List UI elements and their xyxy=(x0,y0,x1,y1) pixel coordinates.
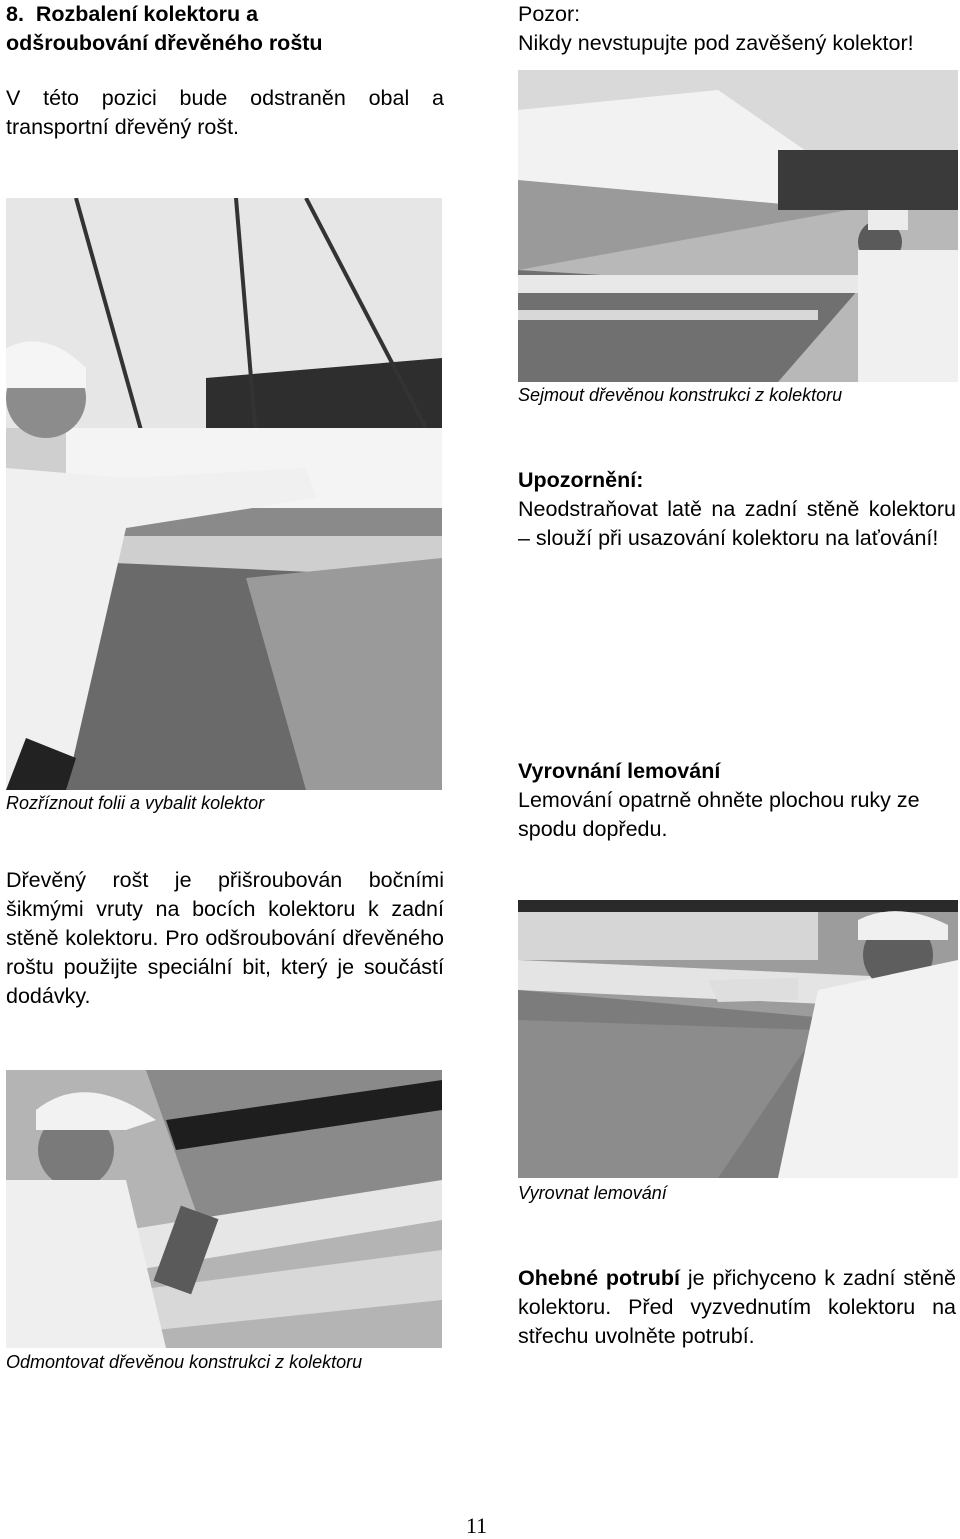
hose-paragraph xyxy=(518,1264,956,1351)
photo-remove-frame xyxy=(518,70,958,382)
section-title-line2: odšroubování dřevěného roštu xyxy=(6,31,323,55)
flashing-text: Lemování opatrně ohněte plochou ruky ze spodu dopředu. xyxy=(518,788,920,841)
grid-info-paragraph: Dřevěný rošt je přišroubován bočními šikmými vruty na bocích kolektoru k zadní stěně kolektoru. Pro odšroubování dřevěného roštu použijte speciální bit, který je součástí dodávky. xyxy=(6,868,444,1008)
notice-label: Upozornění: xyxy=(518,468,644,492)
notice-block xyxy=(518,466,956,553)
flashing-heading: Vyrovnání lemování xyxy=(518,759,721,783)
photo-align-flashing xyxy=(518,900,958,1178)
section-number: 8. xyxy=(6,2,24,26)
notice-text: Neodstraňovat latě na zadní stěně kolektoru – slouží při usazování kolektoru na laťování! xyxy=(518,497,956,550)
photo-cut-foil xyxy=(6,198,442,790)
caption-cut-foil: Rozříznout folii a vybalit kolektor xyxy=(6,793,265,813)
warning-text: Nikdy nevstupujte pod zavěšený kolektor! xyxy=(518,31,914,55)
caption-align-flashing: Vyrovnat lemování xyxy=(518,1183,667,1203)
hose-text: je přichyceno k zadní stěně kolektoru. Před vyzvednutím kolektoru na střechu uvolněte potrubí. xyxy=(518,1266,956,1348)
hose-bold: Ohebné potrubí xyxy=(518,1266,680,1290)
section-title-line1: Rozbalení kolektoru a xyxy=(35,2,259,26)
caption-remove-frame: Sejmout dřevěnou konstrukci z kolektoru xyxy=(518,385,843,405)
caption-unscrew-frame: Odmontovat dřevěnou konstrukci z kolektoru xyxy=(6,1352,363,1372)
photo-unscrew-frame xyxy=(6,1070,442,1348)
page-number: 11 xyxy=(466,1513,488,1538)
warning-block xyxy=(518,0,958,58)
flashing-block xyxy=(518,757,956,844)
warning-label: Pozor: xyxy=(518,2,581,26)
section-number-and-title xyxy=(6,0,258,29)
intro-paragraph: V této pozici bude odstraněn obal a transportní dřevěný rošt. xyxy=(6,86,444,139)
section-heading xyxy=(6,0,378,58)
